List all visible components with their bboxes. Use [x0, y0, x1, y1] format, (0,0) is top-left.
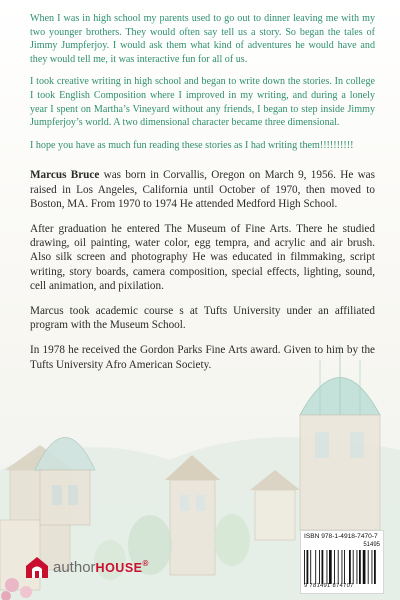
text-column: [30, 12, 375, 383]
publisher-name: authorHOUSE®: [53, 558, 149, 576]
author-name: Marcus Bruce: [30, 169, 100, 182]
price-code: 51495: [363, 542, 380, 548]
house-logo-icon: [24, 554, 50, 580]
isbn-label: ISBN 978-1-4918-7470-7: [304, 533, 378, 540]
barcode-digits: 9 781491 874707: [304, 583, 354, 589]
center-tower: [165, 455, 220, 575]
intro-paragraph: I took creative writing in high school and began to write down the stories. In college I took English Composition where I improved in my writing, and during a lonely year I spent on Martha’s Vineyard without any friends, I began to step inside Jimmy Jumpferjoy’s world. A two dimensional character became three dimensional.: [30, 76, 375, 129]
intro-closing-line: I hope you have as much fun reading these stories as I had writing them!!!!!!!!!!: [30, 139, 354, 151]
bio-paragraph: [30, 168, 375, 211]
bio-text: was born in Corvallis, Oregon on March 9, 1956. He was raised in Los Angeles, California until October of 1970, then moved to Boston, MA. From 1970 to 1974 He attended Medford High School.: [30, 169, 375, 210]
intro-paragraph: When I was in high school my parents used to go out to dinner leaving me with my two younger brothers. They would often say tell us a story. So began the tales of Jimmy Jumpferjoy. I would ask them what kind of adventures he would have and they would tell me, it was interactive fun for all of us.: [30, 13, 375, 65]
bio-paragraph: Marcus took academic course s at Tufts University under an affiliated program with the Museum School.: [30, 304, 375, 332]
isbn-barcode: [300, 530, 384, 594]
bio-paragraph: After graduation he entered The Museum of Fine Arts. There he studied drawing, oil painting, water color, egg tempra, and acrylic and air brush. Also silk screen and photography He was educated in filmmaking, script writing, story boards, camera composition, special effects, lighting, sound, cell animation, and pixilation.: [30, 222, 375, 292]
bio-paragraph: In 1978 he received the Gordon Parks Fine Arts award. Given to him by the Tufts University Afro American Society.: [30, 344, 375, 371]
barcode-bars: [304, 550, 380, 584]
publisher-logo: [24, 552, 149, 582]
